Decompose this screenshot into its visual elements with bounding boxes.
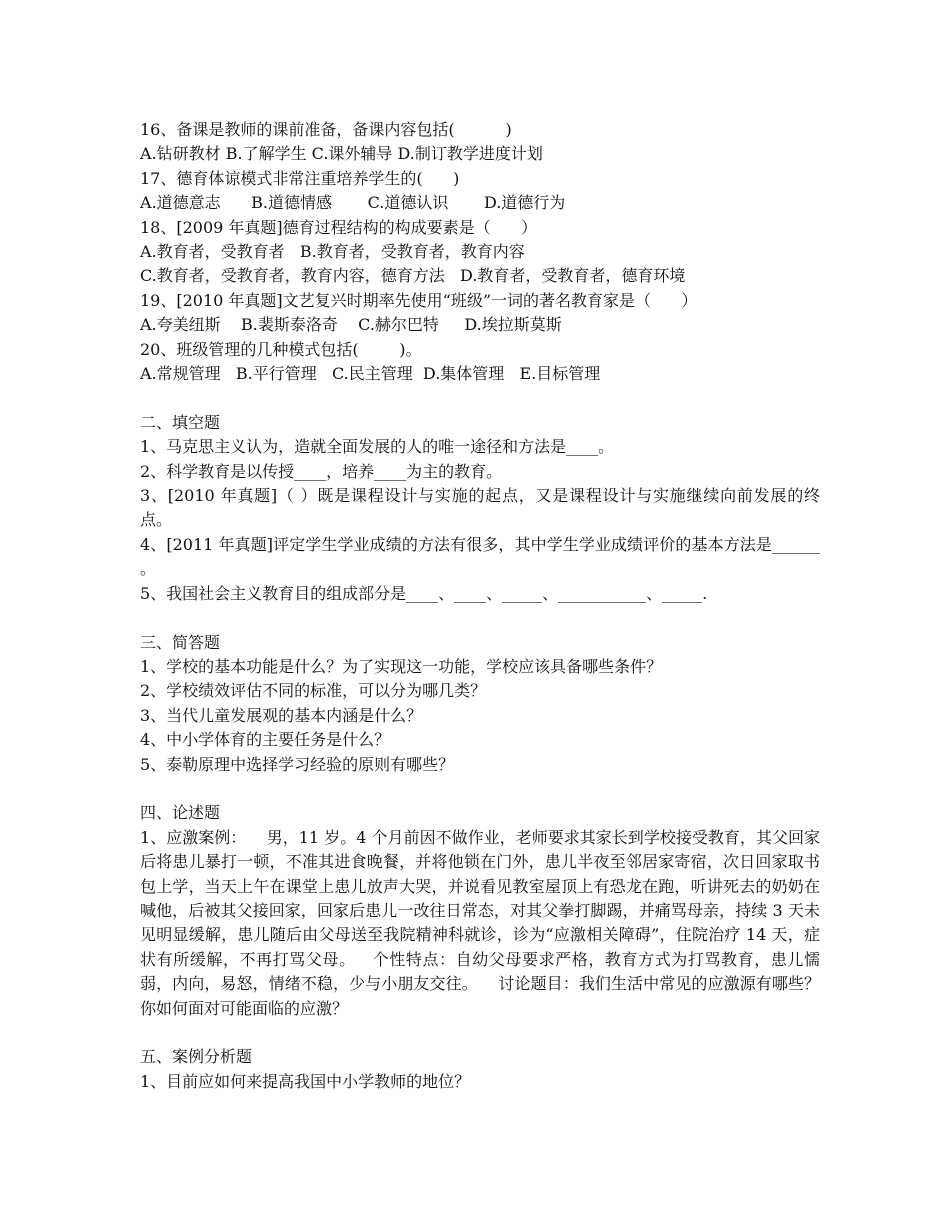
essay-section-title: 四、论述题 — [140, 803, 221, 823]
spacer — [140, 386, 820, 410]
short-item-4: 4、中小学体育的主要任务是什么？ — [140, 730, 391, 750]
fill-item-1: 1、马克思主义认为，造就全面发展的人的唯一途径和方法是____。 — [140, 437, 615, 457]
question-20: 20、班级管理的几种模式包括( )。 — [140, 339, 422, 359]
fill-item-2: 2、科学教育是以传授____，培养____为主的教育。 — [140, 461, 503, 481]
question-18-options-ab: A.教育者，受教育者 B.教育者，受教育者，教育内容 — [140, 242, 525, 262]
fill-item-5: 5、我国社会主义教育目的组成部分是____、____、_____、___________、_____. — [140, 583, 708, 603]
question-17: 17、德育体谅模式非常注重培养学生的( ) — [140, 168, 460, 188]
question-19: 19、[2010 年真题]文艺复兴时期率先使用“班级”一词的著名教育家是（ ） — [140, 290, 698, 310]
case-section-title: 五、案例分析题 — [140, 1047, 253, 1067]
short-item-3: 3、当代儿童发展观的基本内涵是什么？ — [140, 705, 423, 725]
question-20-options: A.常规管理 B.平行管理 C.民主管理 D.集体管理 E.目标管理 — [140, 364, 601, 384]
case-item-1: 1、目前应如何来提高我国中小学教师的地位？ — [140, 1071, 471, 1091]
short-item-1: 1、学校的基本功能是什么？为了实现这一功能，学校应该具备哪些条件？ — [140, 656, 663, 676]
question-19-options: A.夸美纽斯 B.裴斯泰洛奇 C.赫尔巴特 D.埃拉斯莫斯 — [140, 315, 562, 335]
question-16-options: A.钻研教材 B.了解学生 C.课外辅导 D.制订教学进度计划 — [140, 144, 543, 164]
short-section-title: 三、简答题 — [140, 632, 221, 652]
spacer — [140, 777, 820, 801]
spacer — [140, 1021, 820, 1045]
essay-item-1: 1、应激案例： 男，11 岁。4 个月前因不做作业，老师要求其家长到学校接受教育，其父回家后将患儿暴打一顿，不准其进食晚餐，并将他锁在门外，患儿半夜至邻居家寄宿，次日回家取书包上学，当天上午在课堂上患儿放声大哭，并说看见教室屋顶上有恐龙在跑，听讲死去的奶奶在喊他，后被其父接回家，回家后患儿一改往日常态，对其父拳打脚踢，并痛骂母亲，持续 3 天未见明显缓解，患儿随后由父母送至我院精神科就诊，诊为“应激相关障碍”，住院治疗 14 天，症状有所缓解，不再打骂父母。 个性特点：自幼父母要求严格，教育方式为打骂教育，患儿懦弱，内向，易怒，情绪不稳，少与小朋友交往。 讨论题目：我们生活中常见的应激源有哪些？你如何面对可能面临的应激？ — [140, 827, 820, 1018]
spacer — [140, 606, 820, 630]
question-18-options-cd: C.教育者，受教育者，教育内容，德育方法 D.教育者，受教育者，德育环境 — [140, 266, 686, 286]
document-page — [140, 118, 820, 1094]
short-item-2: 2、学校绩效评估不同的标准，可以分为哪几类？ — [140, 681, 487, 701]
question-16: 16、备课是教师的课前准备，备课内容包括( ) — [140, 120, 512, 139]
question-18: 18、[2009 年真题]德育过程结构的构成要素是（ ） — [140, 217, 538, 237]
fill-item-3: 3、[2010 年真题]（ ）既是课程设计与实施的起点，又是课程设计与实施继续向前发展的终点。 — [140, 486, 820, 530]
fill-item-4: 4、[2011 年真题]评定学生学业成绩的方法有很多，其中学生学业成绩评价的基本方法是______ 。 — [140, 534, 820, 579]
short-item-5: 5、泰勒原理中选择学习经验的原则有哪些？ — [140, 754, 455, 774]
fill-section-title: 二、填空题 — [140, 412, 221, 432]
question-17-options: A.道德意志 B.道德情感 C.道德认识 D.道德行为 — [140, 193, 566, 213]
